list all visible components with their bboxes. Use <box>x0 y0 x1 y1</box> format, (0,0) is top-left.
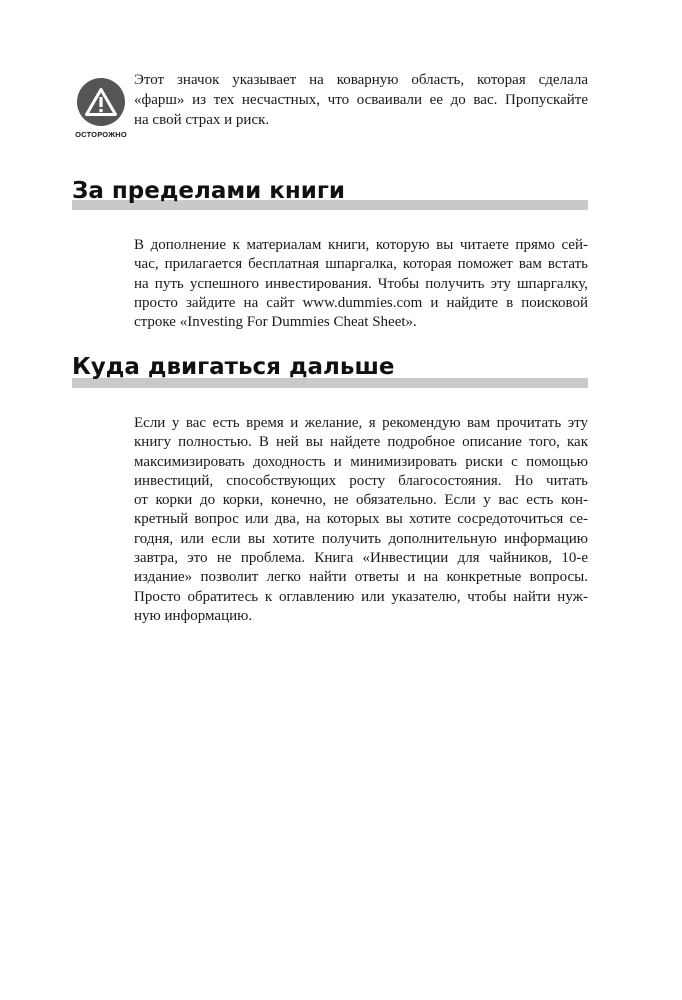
paragraph-line: час, прилагается бесплатная шпаргалка, которая поможет вам встать <box>134 256 588 273</box>
warning-caption: ОСТОРОЖНО <box>75 130 127 139</box>
paragraph-line: строке «Investing For Dummies Cheat Sheet». <box>134 314 417 331</box>
warning-text <box>134 70 588 130</box>
paragraph-line: ную информацию. <box>134 607 253 624</box>
warning-icon-group <box>72 78 130 139</box>
section-paragraph-beyond-book <box>134 236 588 332</box>
paragraph-line: Просто обратитесь к оглавлению или указателю, чтобы найти нуж- <box>134 588 588 605</box>
paragraph-line: завтра, это не проблема. Книга «Инвестиции для чайников, 10-е <box>134 550 588 567</box>
paragraph-line: книгу полностью. В ней вы найдете подробное описание того, как <box>134 434 588 451</box>
paragraph-line: на путь успешного инвестирования. Чтобы получить эту шпаргалку, <box>134 275 588 292</box>
warning-triangle-icon <box>84 87 118 117</box>
paragraph-line: кретный вопрос или два, на которых вы хотите сосредоточиться се- <box>134 511 588 528</box>
paragraph-line: от корки до корки, конечно, не обязательно. Если у вас есть кон- <box>134 492 588 509</box>
section-heading-beyond-book <box>72 176 588 210</box>
paragraph-line: издание» позволит легко найти ответы и на конкретные вопросы. <box>134 569 588 586</box>
section-title: Куда двигаться дальше <box>72 354 395 380</box>
section-paragraph-where-next <box>134 414 588 626</box>
section-heading-where-next <box>72 352 588 388</box>
paragraph-line: В дополнение к материалам книги, которую вы читаете прямо сей- <box>134 237 588 253</box>
paragraph-line: Если у вас есть время и желание, я рекомендую вам прочитать эту <box>134 415 588 431</box>
section-title: За пределами книги <box>72 178 346 204</box>
paragraph-line: максимизировать доходность и минимизировать риски с помощью <box>134 453 588 470</box>
warning-circle <box>77 78 125 126</box>
warning-line: на свой страх и риск. <box>134 112 270 128</box>
warning-line: Этот значок указывает на коварную область, которая сделала <box>134 72 588 88</box>
paragraph-line: годня, или если вы хотите получить дополнительную информацию <box>134 530 588 547</box>
paragraph-line: инвестиций, способствующих росту благосостояния. Но читать <box>134 472 588 489</box>
paragraph-line: просто зайдите на сайт www.dummies.com и найдите в поисковой <box>134 294 588 311</box>
warning-line: «фарш» из тех несчастных, что осваивали ее до вас. Пропускайте <box>134 92 588 108</box>
